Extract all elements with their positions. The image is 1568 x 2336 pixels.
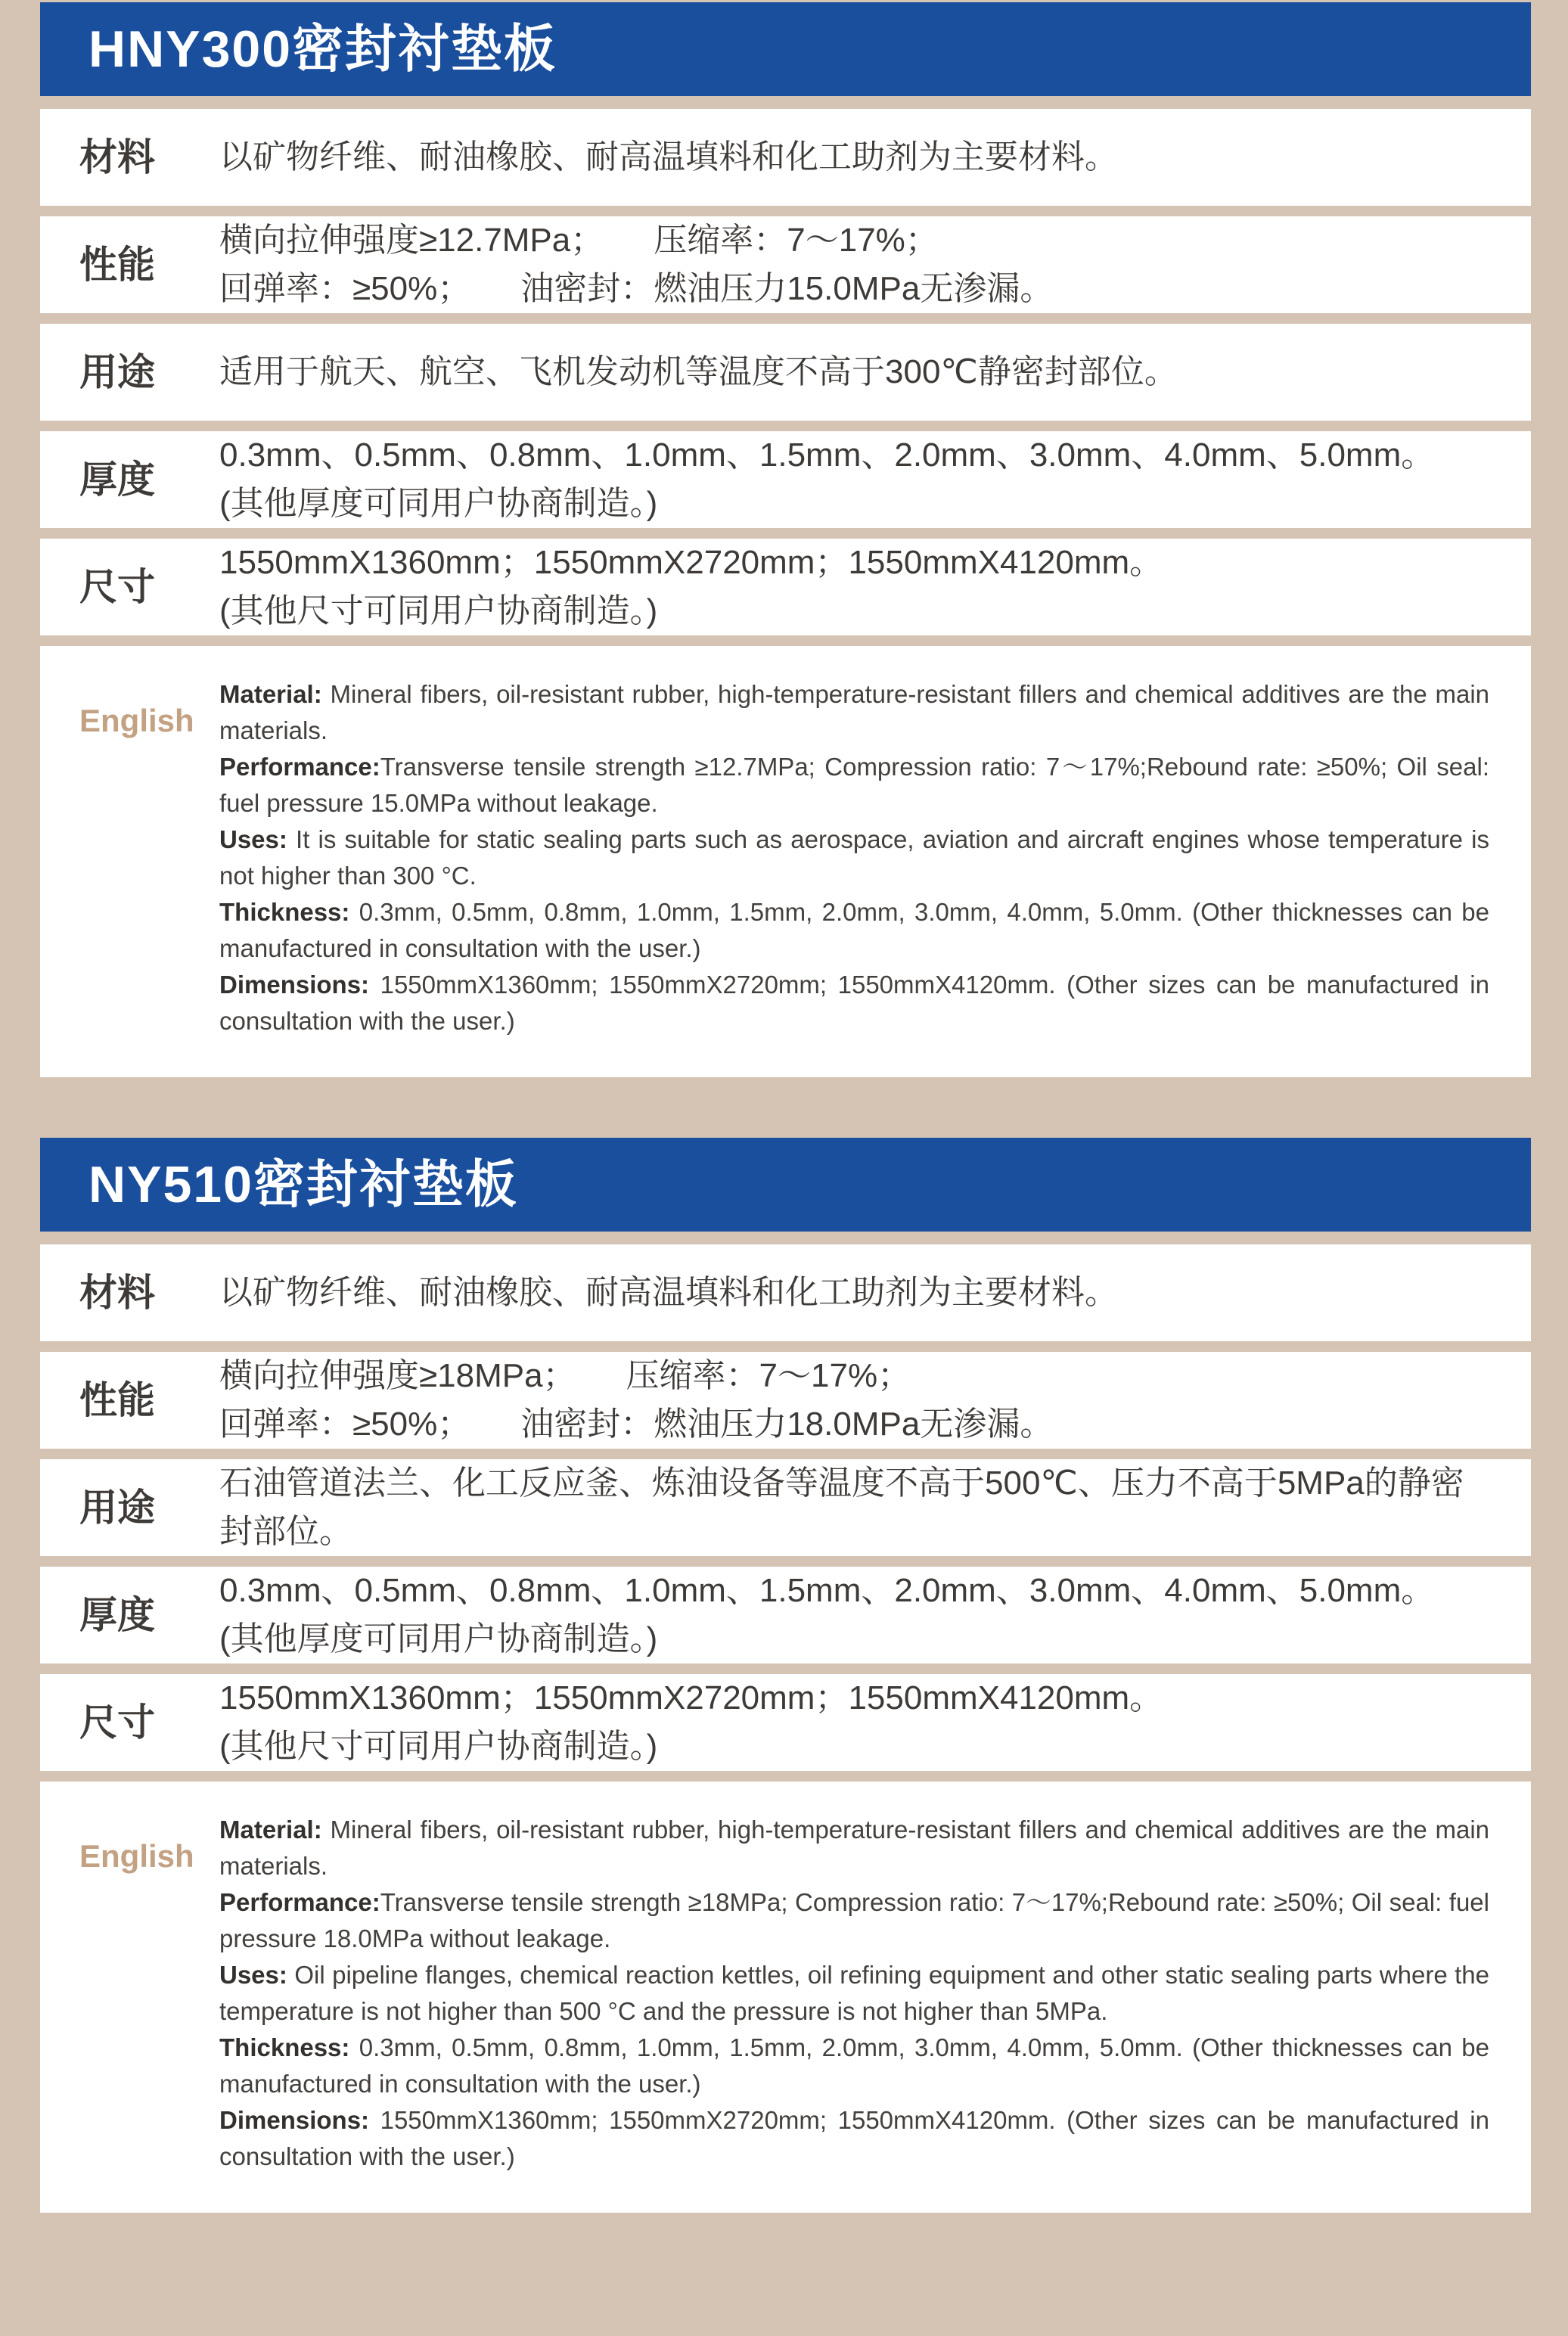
english-term: Uses:	[219, 1961, 287, 1989]
spec-row-content	[219, 539, 1531, 635]
product-section-hny300	[40, 2, 1531, 1077]
spec-line: 回弹率：≥50%； 油密封：燃油压力15.0MPa无渗漏。	[219, 270, 1054, 307]
spec-row-dimensions	[40, 1674, 1531, 1771]
english-text: Transverse tensile strength ≥12.7MPa; Compression ratio: 7～17%;Rebound rate: ≥50%; Oil seal: fuel pressure 15.0MPa without leakage.	[219, 753, 1489, 817]
spec-line: 以矿物纤维、耐油橡胶、耐高温填料和化工助剂为主要材料。	[219, 1274, 1118, 1311]
spec-row-label: 用途	[79, 1486, 155, 1529]
english-item-dimensions	[219, 2102, 1489, 2175]
page	[40, 0, 1531, 2213]
english-item-performance	[219, 749, 1489, 822]
spec-row-thickness	[40, 431, 1531, 528]
english-text: 0.3mm, 0.5mm, 0.8mm, 1.0mm, 1.5mm, 2.0mm, 3.0mm, 4.0mm, 5.0mm. (Other thicknesses can be manufactured in consultation with the user.)	[219, 898, 1489, 962]
spec-line: 0.3mm、0.5mm、0.8mm、1.0mm、1.5mm、2.0mm、3.0mm、4.0mm、5.0mm。	[219, 1572, 1435, 1609]
english-item-thickness	[219, 2030, 1489, 2102]
section-title: HNY300密封衬垫板	[88, 20, 557, 78]
spec-line: 适用于航天、航空、飞机发动机等温度不高于300℃静密封部位。	[219, 353, 1178, 390]
english-text: 1550mmX1360mm; 1550mmX2720mm; 1550mmX4120mm. (Other sizes can be manufactured in consultation with the user.)	[219, 2106, 1489, 2170]
spec-row-uses	[40, 324, 1531, 421]
spec-row-label: 材料	[79, 1271, 155, 1314]
english-label: English	[79, 703, 194, 738]
english-term: Thickness:	[219, 2033, 350, 2061]
spec-row-label: 用途	[79, 350, 155, 393]
spec-row-content	[219, 348, 1531, 396]
english-item-thickness	[219, 894, 1489, 967]
english-text: 0.3mm, 0.5mm, 0.8mm, 1.0mm, 1.5mm, 2.0mm, 3.0mm, 4.0mm, 5.0mm. (Other thicknesses can be manufactured in consultation with the user.)	[219, 2033, 1489, 2098]
section-header	[40, 1138, 1531, 1232]
english-text: Mineral fibers, oil-resistant rubber, high-temperature-resistant fillers and chemical additives are the main materials.	[219, 680, 1489, 744]
spec-line: 横向拉伸强度≥18MPa； 压缩率：7～17%；	[219, 1357, 911, 1394]
english-text: Transverse tensile strength ≥18MPa; Compression ratio: 7～17%;Rebound rate: ≥50%; Oil seal: fuel pressure 18.0MPa without leakage.	[219, 1888, 1489, 1952]
english-text: Mineral fibers, oil-resistant rubber, high-temperature-resistant fillers and chemical additives are the main materials.	[219, 1816, 1489, 1880]
spec-line: 以矿物纤维、耐油橡胶、耐高温填料和化工助剂为主要材料。	[219, 138, 1118, 176]
english-item-dimensions	[219, 967, 1489, 1039]
product-section-ny510	[40, 1138, 1531, 2213]
english-term: Material:	[219, 1816, 322, 1844]
spec-row-content	[219, 216, 1531, 313]
spec-line: 0.3mm、0.5mm、0.8mm、1.0mm、1.5mm、2.0mm、3.0mm、4.0mm、5.0mm。	[219, 436, 1435, 474]
english-term: Performance:	[219, 753, 380, 781]
spec-row-uses	[40, 1459, 1531, 1556]
spec-line: 1550mmX1360mm；1550mmX2720mm；1550mmX4120mm。	[219, 544, 1163, 581]
spec-line: (其他厚度可同用户协商制造。)	[219, 1620, 658, 1657]
spec-line: 回弹率：≥50%； 油密封：燃油压力18.0MPa无渗漏。	[219, 1406, 1054, 1443]
spec-line: 石油管道法兰、化工反应釜、炼油设备等温度不高于500℃、压力不高于5MPa的静密封部位。	[219, 1465, 1464, 1550]
spec-row-content	[219, 1567, 1531, 1663]
section-title: NY510密封衬垫板	[88, 1156, 518, 1213]
spec-row-label: 性能	[79, 243, 155, 286]
spec-line: (其他厚度可同用户协商制造。)	[219, 485, 658, 522]
english-text: Oil pipeline flanges, chemical reaction kettles, oil refining equipment and other static sealing parts where the temperature is not higher than 500 °C and the pressure is not higher than 5MPa.	[219, 1961, 1489, 2025]
english-item-performance	[219, 1884, 1489, 1957]
spec-row-content	[219, 1269, 1531, 1317]
spec-row-material	[40, 109, 1531, 206]
english-item-uses	[219, 822, 1489, 894]
spec-row-performance	[40, 216, 1531, 313]
english-text: It is suitable for static sealing parts such as aerospace, aviation and aircraft engines whose temperature is not higher than 300 °C.	[219, 825, 1489, 890]
spec-row-dimensions	[40, 539, 1531, 635]
english-item-material	[219, 676, 1489, 749]
english-term: Dimensions:	[219, 971, 370, 999]
english-item-material	[219, 1812, 1489, 1884]
spec-row-label: 厚度	[79, 1593, 155, 1636]
spec-row-performance	[40, 1352, 1531, 1449]
spec-row-content	[219, 133, 1531, 182]
spec-row-label: 尺寸	[79, 1701, 155, 1744]
english-term: Material:	[219, 680, 322, 708]
spec-row-thickness	[40, 1567, 1531, 1663]
english-term: Dimensions:	[219, 2106, 370, 2134]
spec-row-content	[219, 431, 1531, 528]
english-content	[219, 1812, 1531, 2175]
spec-row-content	[219, 1459, 1531, 1556]
spec-row-content	[219, 1674, 1531, 1771]
spec-row-label: 性能	[79, 1378, 155, 1421]
spec-row-label: 尺寸	[79, 565, 155, 608]
english-term: Uses:	[219, 825, 287, 853]
spec-line: (其他尺寸可同用户协商制造。)	[219, 1728, 658, 1765]
spec-row-material	[40, 1244, 1531, 1341]
english-term: Thickness:	[219, 898, 350, 926]
english-item-uses	[219, 1957, 1489, 2030]
english-label: English	[79, 1838, 194, 1874]
english-content	[219, 676, 1531, 1039]
english-term: Performance:	[219, 1888, 380, 1916]
english-block	[40, 646, 1531, 1077]
spec-line: (其他尺寸可同用户协商制造。)	[219, 592, 658, 629]
section-header	[40, 2, 1531, 96]
spec-line: 1550mmX1360mm；1550mmX2720mm；1550mmX4120mm。	[219, 1679, 1163, 1716]
spec-row-label: 材料	[79, 135, 155, 179]
spec-row-label: 厚度	[79, 458, 155, 501]
english-block	[40, 1782, 1531, 2213]
spec-line: 横向拉伸强度≥12.7MPa； 压缩率：7～17%；	[219, 222, 939, 259]
spec-row-content	[219, 1352, 1531, 1449]
english-text: 1550mmX1360mm; 1550mmX2720mm; 1550mmX4120mm. (Other sizes can be manufactured in consultation with the user.)	[219, 971, 1489, 1035]
